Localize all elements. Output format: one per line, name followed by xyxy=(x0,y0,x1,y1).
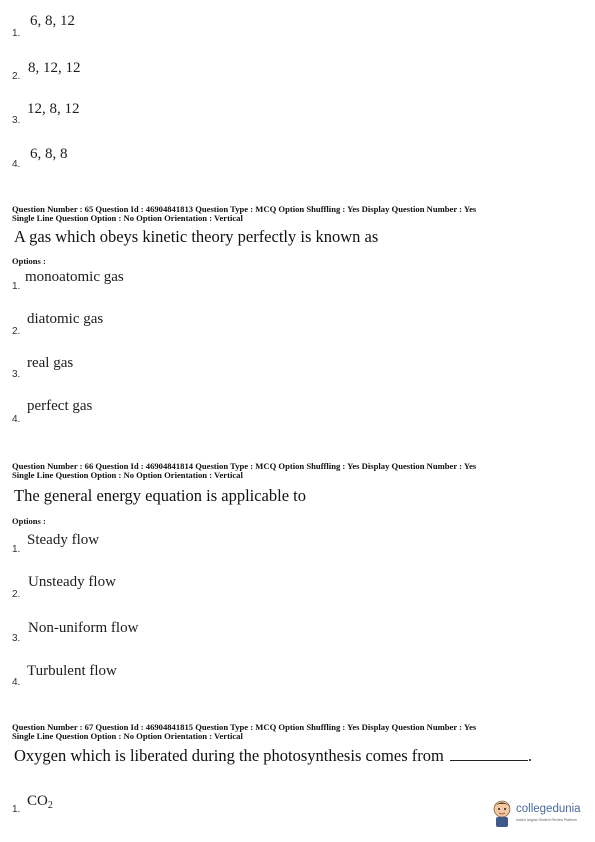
option-text-main: CO xyxy=(27,793,48,809)
option-number: 3. xyxy=(12,633,21,644)
option-text: Non-uniform flow xyxy=(28,620,139,636)
question-text: A gas which obeys kinetic theory perfectly is known as xyxy=(14,227,379,246)
question-meta-line1: Question Number : 67 Question Id : 46904841815 Question Type : MCQ Option Shuffling : Yes Display Question Number : Yes xyxy=(12,722,477,732)
option-text: 6, 8, 12 xyxy=(30,13,75,29)
question-text: The general energy equation is applicable to xyxy=(14,486,306,505)
collegedunia-logo xyxy=(490,798,590,832)
option-text xyxy=(27,793,53,811)
option-number: 4. xyxy=(12,159,21,170)
answer-blank xyxy=(450,759,528,761)
question-line xyxy=(14,746,532,766)
option-text: Unsteady flow xyxy=(28,574,116,590)
option-number: 2. xyxy=(12,589,21,600)
option-number: 1. xyxy=(12,544,21,555)
brand-name: collegedunia xyxy=(516,803,581,815)
option-text: Turbulent flow xyxy=(27,663,117,679)
option-number: 1. xyxy=(12,804,21,815)
option-text: 6, 8, 8 xyxy=(30,146,68,162)
brand-tagline: India's largest Student Review Platform xyxy=(516,818,577,822)
option-text: monoatomic gas xyxy=(25,269,124,285)
option-number: 1. xyxy=(12,281,21,292)
question-meta-line2: Single Line Question Option : No Option Orientation : Vertical xyxy=(12,213,243,223)
question-text: Oxygen which is liberated during the photosynthesis comes from xyxy=(14,746,444,765)
question-meta-line1: Question Number : 65 Question Id : 46904841813 Question Type : MCQ Option Shuffling : Yes Display Question Number : Yes xyxy=(12,204,477,214)
option-number: 1. xyxy=(12,28,21,39)
option-text: 12, 8, 12 xyxy=(27,101,80,117)
option-text: perfect gas xyxy=(27,398,93,414)
option-number: 3. xyxy=(12,369,21,380)
options-label: Options : xyxy=(12,516,46,526)
option-number: 2. xyxy=(12,71,21,82)
option-text: real gas xyxy=(27,355,74,371)
option-number: 2. xyxy=(12,326,21,337)
option-text: diatomic gas xyxy=(27,311,104,327)
question-meta-line2: Single Line Question Option : No Option Orientation : Vertical xyxy=(12,470,243,480)
option-number: 4. xyxy=(12,414,21,425)
option-text: 8, 12, 12 xyxy=(28,60,81,76)
option-number: 4. xyxy=(12,677,21,688)
mascot-icon xyxy=(490,798,514,828)
question-period: . xyxy=(527,746,532,765)
options-label: Options : xyxy=(12,256,46,266)
option-number: 3. xyxy=(12,115,21,126)
option-text: Steady flow xyxy=(27,532,100,548)
question-meta-line1: Question Number : 66 Question Id : 46904841814 Question Type : MCQ Option Shuffling : Yes Display Question Number : Yes xyxy=(12,461,477,471)
option-subscript: 2 xyxy=(47,800,53,811)
question-meta-line2: Single Line Question Option : No Option Orientation : Vertical xyxy=(12,731,243,741)
